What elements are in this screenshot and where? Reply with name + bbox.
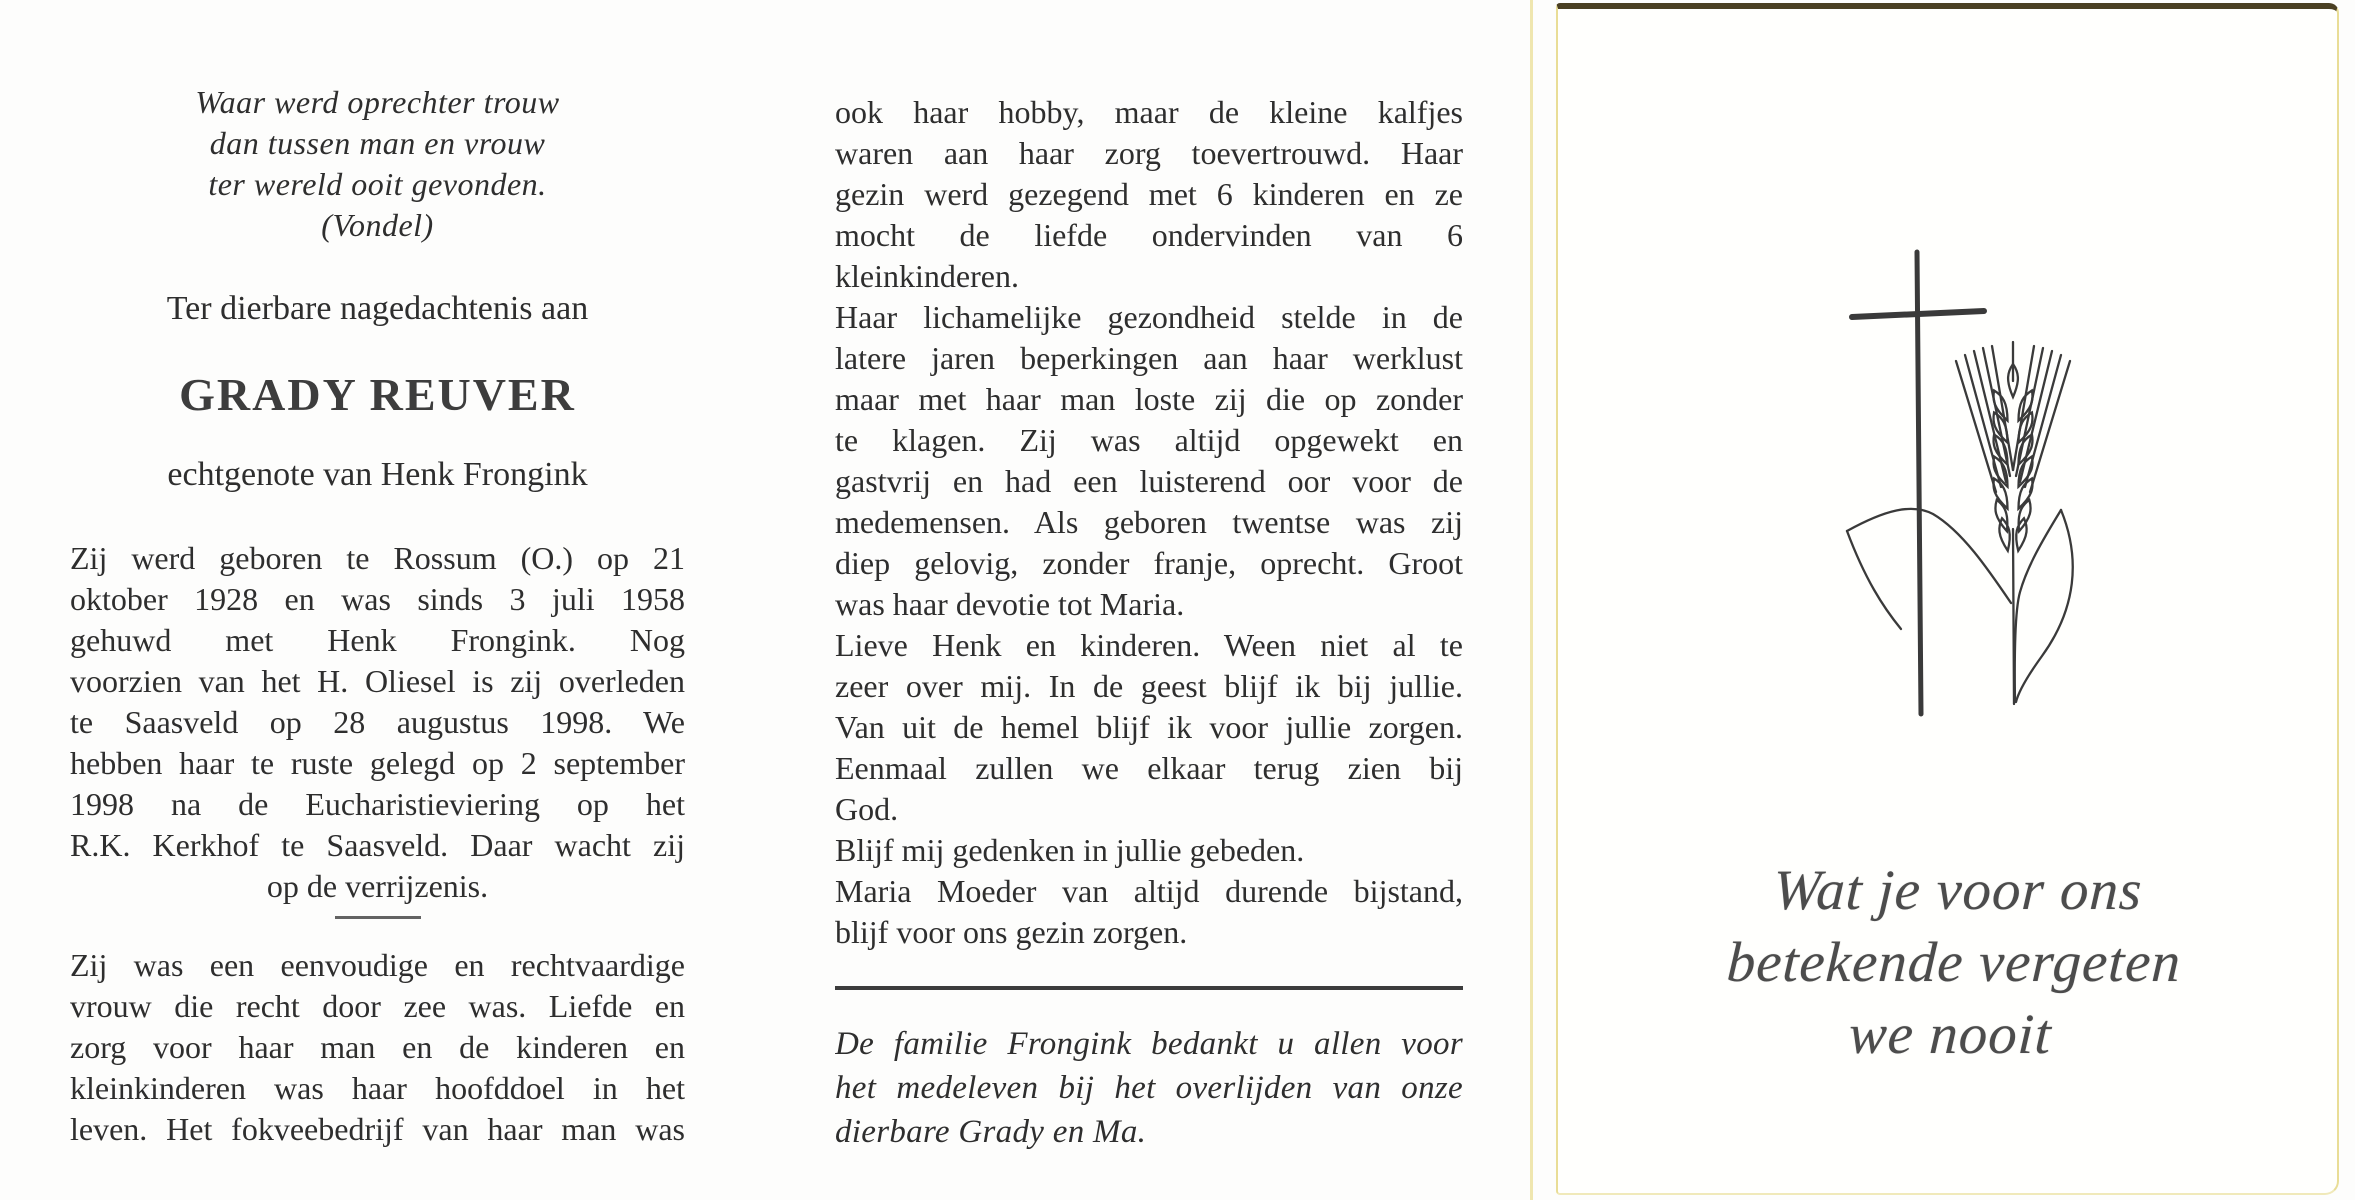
text-line: kleinkinderen.	[835, 258, 1019, 294]
wheat-kernels	[1990, 364, 2037, 552]
epigraph-poem	[70, 82, 685, 246]
acknowledgement-rule	[835, 986, 1463, 990]
text-line: Zij werd geboren te Rossum (O.) op 21	[70, 540, 685, 576]
text-line: Maria Moeder van altijd durende bijstand,	[835, 873, 1463, 909]
text-line: R.K. Kerkhof te Saasveld. Daar wacht zij	[70, 827, 685, 863]
text-line: leven. Het fokveebedrijf van haar man was	[70, 1111, 685, 1147]
text-line: maar met haar man loste zij die op zonder	[835, 381, 1463, 417]
relation-line: echtgenote van Henk Frongink	[167, 456, 588, 493]
page-fold-edge	[1530, 0, 1533, 1200]
text-line: we nooit	[1847, 1003, 2054, 1066]
text-line: dierbare Grady en Ma.	[835, 1114, 1147, 1150]
text-line: God.	[835, 791, 899, 827]
text-line: dan tussen man en vrouw	[209, 125, 546, 161]
body-paragraphs	[835, 92, 1463, 953]
text-line: latere jaren beperkingen aan haar werklust	[835, 340, 1463, 376]
text-line: Lieve Henk en kinderen. Ween niet al te	[835, 627, 1463, 663]
text-line: hebben haar te ruste gelegd op 2 september	[70, 745, 685, 781]
text-line: te Saasveld op 28 augustus 1998. We	[70, 704, 685, 740]
text-line: ter wereld ooit gevonden.	[208, 166, 547, 202]
text-line: betekende vergeten	[1725, 931, 2183, 994]
section-divider-dash	[335, 916, 421, 919]
leaves-icon	[1847, 509, 2073, 702]
text-line: zeer over mij. In de geest blijf ik bij jullie.	[835, 668, 1463, 704]
text-line: diep gelovig, zonder franje, oprecht. Groot	[835, 545, 1463, 581]
card-front-panel	[1556, 3, 2339, 1195]
text-line: vrouw die recht door zee was. Liefde en	[70, 988, 685, 1024]
text-line: voorzien van het H. Oliesel is zij overleden	[70, 663, 685, 699]
text-line: waren aan haar zorg toevertrouwd. Haar	[835, 135, 1463, 171]
text-line: het medeleven bij het overlijden van onze	[835, 1070, 1463, 1106]
text-line: oktober 1928 en was sinds 3 juli 1958	[70, 581, 685, 617]
text-line: Van uit de hemel blijf ik voor jullie zorgen.	[835, 709, 1463, 745]
card-motto	[1598, 855, 2309, 1071]
cross-and-wheat-icon	[1690, 244, 2120, 724]
text-line: ook haar hobby, maar de kleine kalfjes	[835, 94, 1463, 130]
text-line: (Vondel)	[321, 207, 434, 243]
text-line: zorg voor haar man en de kinderen en	[70, 1029, 685, 1065]
text-line: Haar lichamelijke gezondheid stelde in de	[835, 299, 1463, 335]
text-line: mocht de liefde ondervinden van 6	[835, 217, 1463, 253]
dedication-line: Ter dierbare nagedachtenis aan	[166, 290, 589, 327]
text-line: Waar werd oprechter trouw	[195, 84, 560, 120]
text-line: kleinkinderen was haar hoofddoel in het	[70, 1070, 685, 1106]
text-line: 1998 na de Eucharistieviering op het	[70, 786, 685, 822]
text-line: te klagen. Zij was altijd opgewekt en	[835, 422, 1463, 458]
text-line: Blijf mij gedenken in jullie gebeden.	[835, 832, 1305, 868]
text-line: Eenmaal zullen we elkaar terug zien bij	[835, 750, 1463, 786]
text-line: Wat je voor ons	[1771, 859, 2145, 922]
text-line: De familie Frongink bedankt u allen voor	[835, 1026, 1463, 1062]
left-text-column	[70, 0, 685, 1200]
deceased-name: GRADY REUVER	[179, 369, 576, 420]
cross-icon	[1852, 252, 1984, 714]
text-line: was haar devotie tot Maria.	[835, 586, 1185, 622]
text-line: op de verrijzenis.	[266, 868, 489, 904]
text-line: gezin werd gezegend met 6 kinderen en ze	[835, 176, 1463, 212]
text-line: Zij was een eenvoudige en rechtvaardige	[70, 947, 685, 983]
text-line: medemensen. Als geboren twentse was zij	[835, 504, 1463, 540]
text-line: blijf voor ons gezin zorgen.	[835, 914, 1188, 950]
biography-paragraph	[70, 538, 685, 907]
middle-text-column	[835, 0, 1463, 1200]
text-line: gehuwd met Henk Frongink. Nog	[70, 622, 685, 658]
text-line: gastvrij en had een luisterend oor voor de	[835, 463, 1463, 499]
cross-and-wheat-illustration	[1690, 244, 2120, 724]
life-paragraph	[70, 945, 685, 1150]
acknowledgement-paragraph	[835, 1022, 1463, 1154]
